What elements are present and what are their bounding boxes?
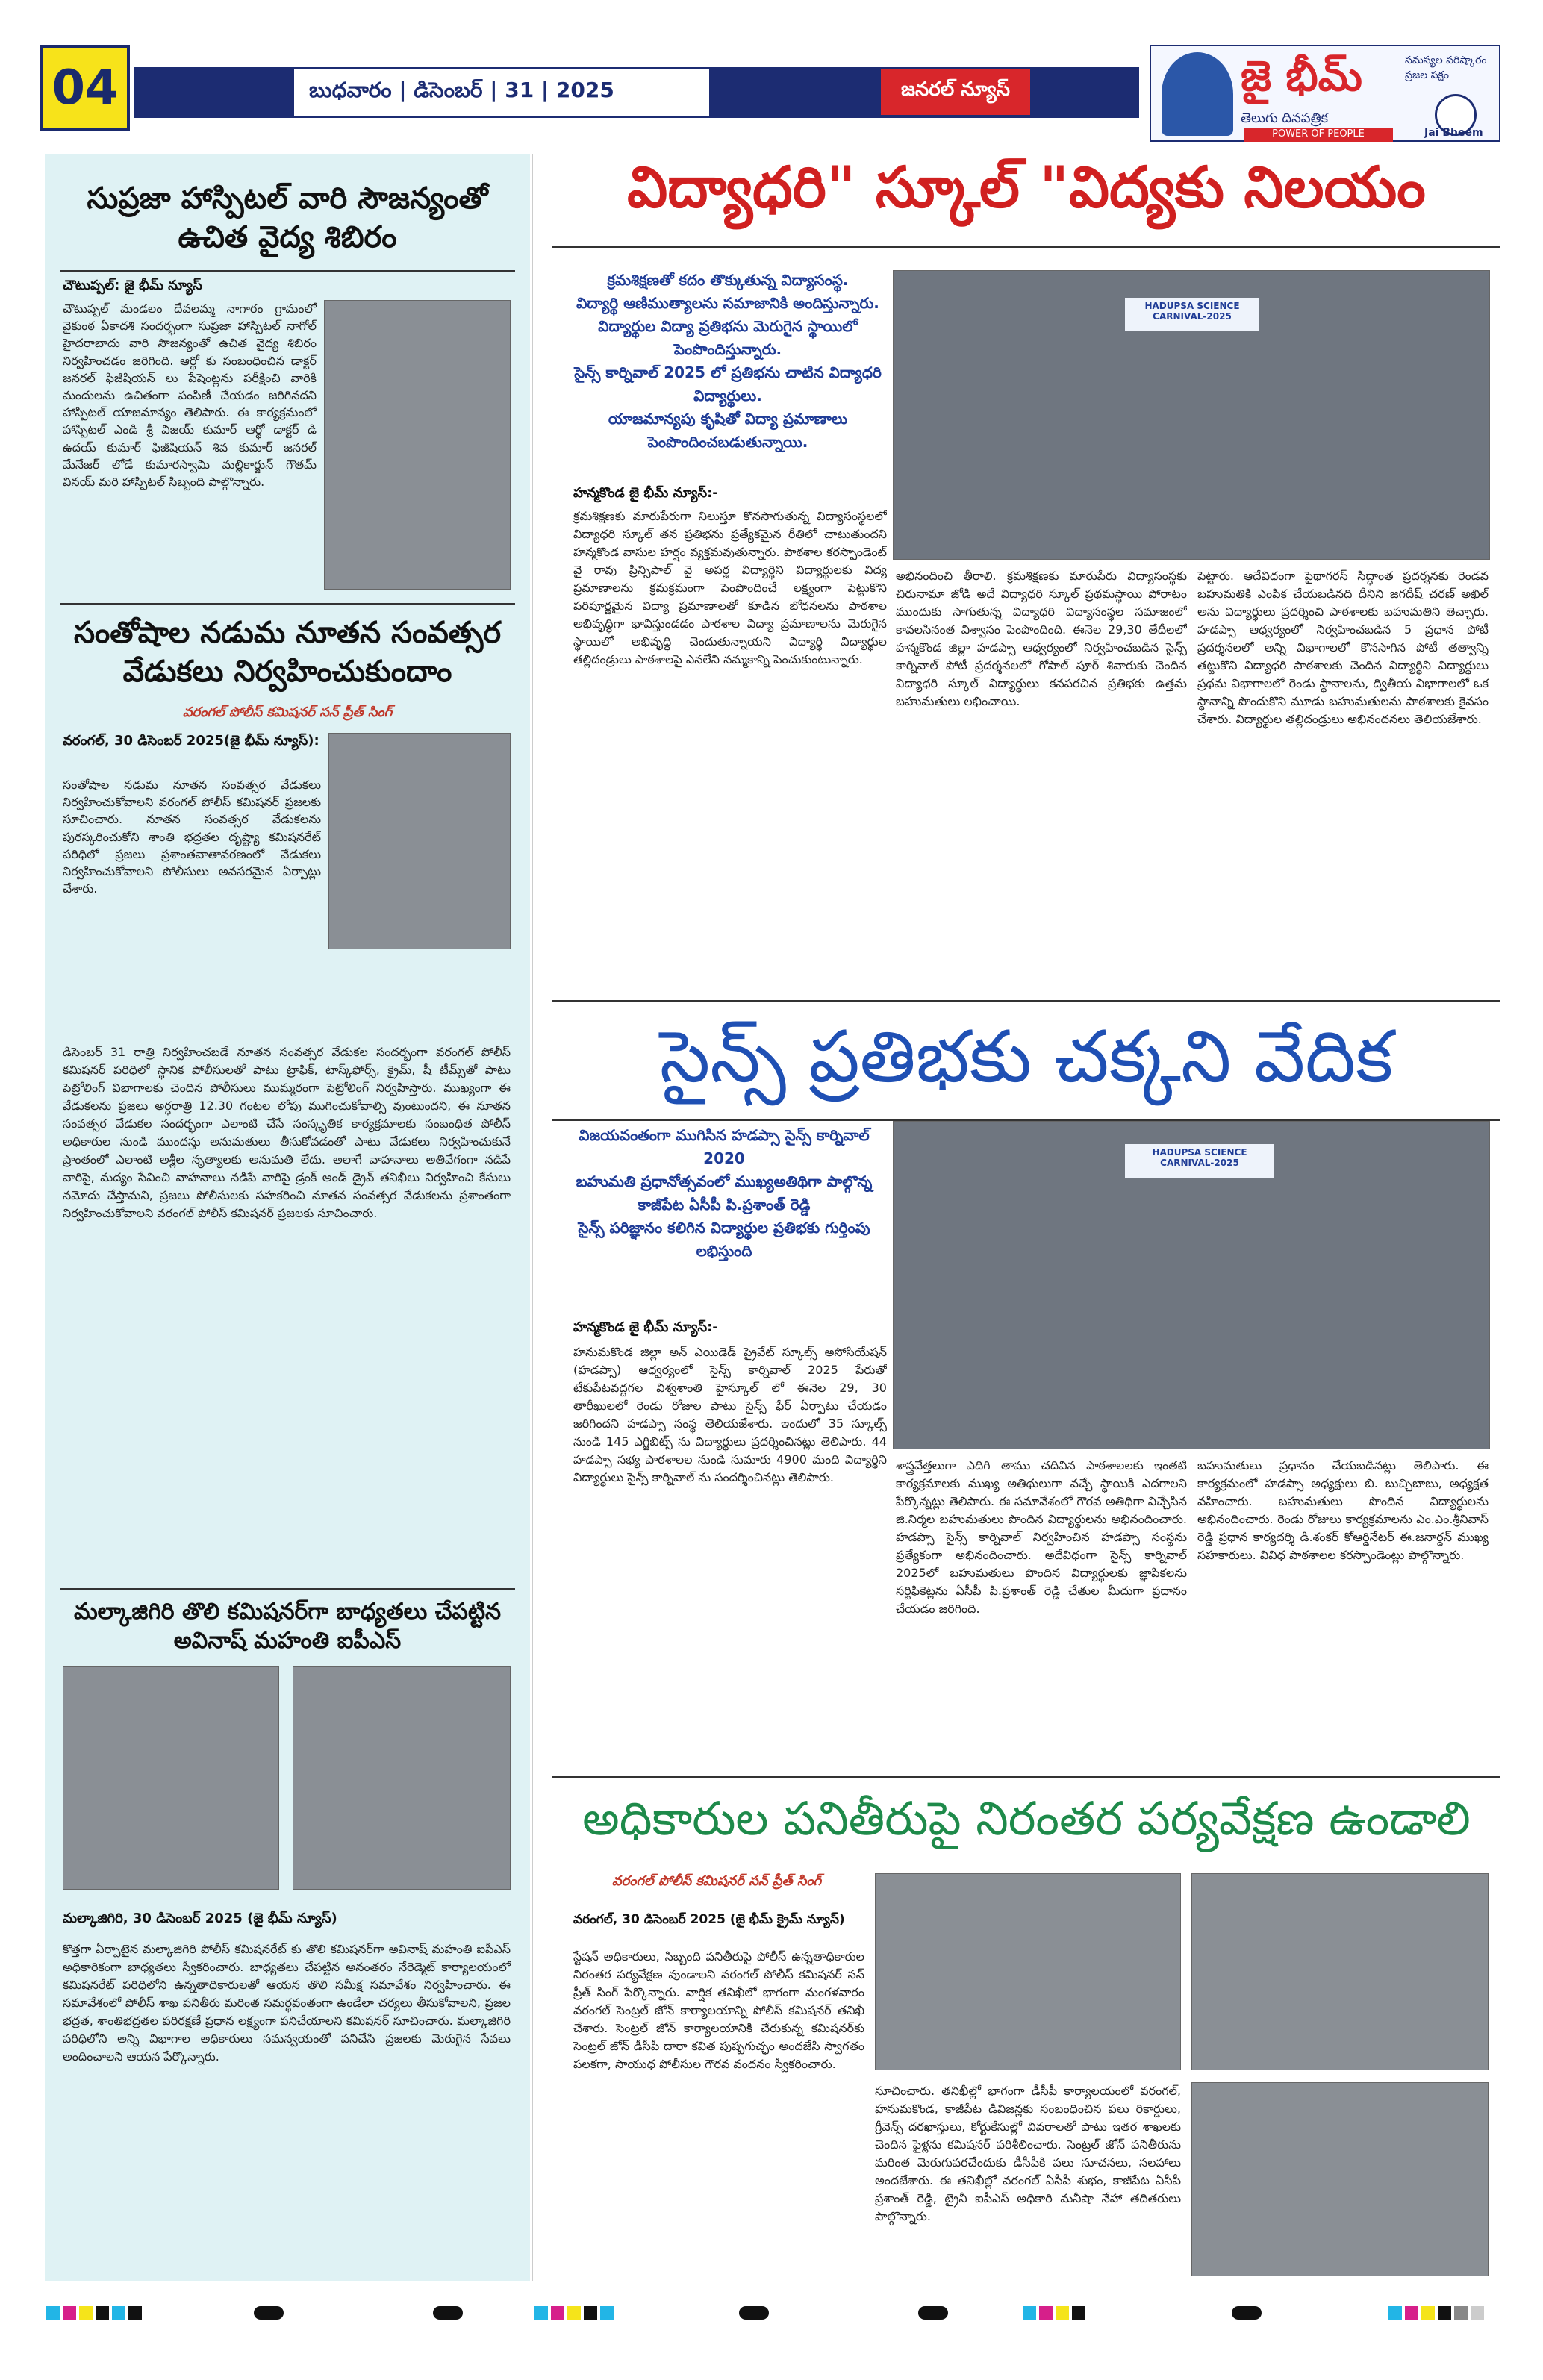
- story-b-col1: హనుమకొండ జిల్లా అన్ ఎయిడెడ్ ప్రైవేట్ స్కూల్స్ అసోసియేషన్ (హడప్సా) ఆధ్వర్యంలో సైన్స్ కార్నివాల్ 2025 పేరుతో టేకుపేటవద్దగల విశ్వశాంతి హైస్కూల్ లో ఈనెల 29, 30 తారీఖులలో రెండు రోజుల పాటు సైన్స్ ఫేర్ ఏర్పాటు చేయడం జరిగిందని హడప్సా సంస్థ తెలియజేశారు. ఇందులో 35 స్కూల్స్ నుండి 145 ఎగ్జిబిట్స్ ను విద్యార్థులు ప్రదర్శించినట్లు తెలిపారు. 44 హడప్సా సభ్య పాఠశాలల నుండి సుమారు 4900 మంది విద్యార్థిని విద్యార్థులు సైన్స్ కార్నివాల్ ను సందర్శించినట్లు తెలిపారు.: [573, 1345, 887, 1484]
- story3-byline: మల్కాజిగిరి, 30 డిసెంబర్ 2025 (జై భీమ్ న్యూస్): [63, 1911, 337, 1926]
- summary1-line: సైన్స్ కార్నివాల్ 2025 లో ప్రతిభను చాటిన విద్యాధరి విద్యార్థులు.: [574, 363, 882, 405]
- story1-body: చౌటుప్పల్ మండలం దేవలమ్మ నాగారం గ్రామంలో వైకుంఠ ఏకాదశి సందర్భంగా సుప్రజా హాస్పిటల్ నాగోల్ హైదరాబాదు వారి సౌజన్యంతో ఉచిత వైద్య శిబిరం నిర్వహించడం జరిగింది. ఆర్థో కు సంబంధించిన డాక్టర్ జనరల్ ఫిజీషియన్ లు పేషెంట్లను పరీక్షించి వారికి మందులను ఉచితంగా పంపిణీ చేయడం జరిగినదని హాస్పిటల్ యాజమాన్యం తెలిపారు. ఈ కార్యక్రమంలో హాస్పిటల్ ఎండి శ్రీ విజయ్ కుమార్ ఆర్థో డాక్టర్ డి ఉదయ్ కుమార్ ఫిజీషియన్ శివ కుమార్ జనరల్ మేనేజర్ లోడే కుమారస్వామి మల్లికార్జున్ గౌతమ్ వినయ్ మరి హాస్పిటల్ సిబ్బంది పాల్గొన్నారు.: [63, 302, 317, 489]
- summary-box-1: [567, 269, 888, 454]
- summary1-line: విద్యార్థుల విద్యా ప్రతిభను మెరుగైన స్థాయిలో పెంపొందిస్తున్నారు.: [598, 317, 858, 358]
- carnival-banner-2: HADUPSA SCIENCE CARNIVAL-2025: [1125, 1144, 1274, 1178]
- issue-date: బుధవారం | డిసెంబర్ | 31 | 2025: [293, 67, 711, 118]
- portrait-icon: [1162, 52, 1233, 136]
- commissioner-photo-right: [293, 1666, 511, 1890]
- newspaper-logo: [1150, 45, 1500, 142]
- headline1-rule: [552, 246, 1500, 248]
- story2-byline: వరంగల్, 30 డిసెంబర్ 2025(జై భీమ్ న్యూస్):: [63, 733, 319, 749]
- logo-name: Jai Bheem: [1424, 127, 1483, 139]
- headline-vidyadhari: విద్యాధరి" స్కూల్ "విద్యకు నిలయం: [627, 154, 1426, 220]
- logo-side-text: సమస్యల పరిష్కారం ప్రజల పక్షం: [1405, 54, 1487, 81]
- story1-byline: చౌటుప్పల్: జై భీమ్ న్యూస్: [63, 278, 202, 293]
- summary2-line: సైన్స్ పరిజ్ఞానం కలిగిన విద్యార్థుల ప్రతిభకు గుర్తింపు లభిస్తుంది: [578, 1219, 870, 1260]
- story2-intro: సంతోషాల నడుమ నూతన సంవత్సర వేడుకలు నిర్వహించుకోవాలని వరంగల్ పోలీస్ కమిషనర్ ప్రజలకు సూచించారు. నూతన సంవత్సర వేడుకలను పురస్కరించుకోని శాంతి భద్రతల దృష్ట్యా కమిషనరేట్ పరిధిలో ప్రజలు ప్రశాంతవాతావరణంలో వేడుకలు నిర్వహించుకోవాలని పోలీసులు అవసరమైన ఏర్పాట్లు చేశారు.: [63, 778, 321, 896]
- logo-tagline: POWER OF PEOPLE: [1244, 128, 1393, 142]
- story-a-col3: పెట్టారు. ఆదేవిధంగా పైథాగరస్ సిద్ధాంత ప్రదర్శనకు రెండవ బహుమతికి ఎంపిక చేయబడినది దీనిని జగదీష్ చరణ్ అఖిల్ అను విద్యార్థులు ప్రదర్శించి పాఠశాలకు బహుమతిని తెచ్చారు. హడప్సా ఆధ్వర్యంలో నిర్వహించబడిన 5 ప్రధాన పోటీ ప్రదర్శనలలో అన్ని విభాగాలలో కొనసాగిన పోటీ తత్వాన్ని తట్టుకొని విద్యాధరి పాఠశాలకు చెందిన విద్యార్థిని విద్యార్థులు ప్రథమ విభాగాలలో రెండు స్థానాలను, ద్వితీయ విభాగాలలో ఒక స్థానాన్ని పొందుకొని మూడు బహుమతులను పాఠశాలకు కైవసం చేశారు. విద్యార్థుల తల్లిదండ్రులు అభినందనలు తెలియజేశారు.: [1197, 569, 1489, 726]
- story3-body: కొత్తగా ఏర్పాటైన మల్కాజిగిరి పోలీస్ కమిషనరేట్ కు తొలి కమిషనర్‌గా అవినాష్ మహంతి ఐపీఎస్ అధికారికంగా బాధ్యతలు స్వీకరించారు. బాధ్యతలు చేపట్టిన అనంతరం నేరెడ్మెట్ కార్యాలయంలో కమిషనరేట్ పరిధిలోని ఉన్నతాధికారులతో ఆయన తొలి సమీక్ష సమావేశం నిర్వహించారు. ఈ సమావేశంలో పోలీస్ శాఖ పనితీరు మరింత సమర్థవంతంగా ఉండేలా చర్యలు తీసుకోవాలని, ప్రజల భద్రత, శాంతిభద్రతల పరిరక్షణే ప్రధాన లక్ష్యంగా పనిచేయాలని కమిషనర్ సూచించారు. మల్కాజిగిరి పరిధిలోని అన్ని విభాగాల అధికారులు సమన్వయంతో పనిచేసి ప్రజలకు మెరుగైన సేవలు అందించాలని ఆయన పేర్కొన్నారు.: [63, 1942, 511, 2064]
- story3-headline: మల్కాజిగిరి తొలి కమిషనర్‌గా బాధ్యతలు చేపట్టిన అవినాష్ మహంతి ఐపీఎస్: [73, 1599, 502, 1654]
- story2-top-rule: [60, 603, 515, 605]
- column-divider: [532, 154, 533, 2281]
- story-b-col3: బహుమతులు ప్రధానం చేయబడినట్లు తెలిపారు. ఈ కార్యక్రమంలో హడప్సా అధ్యక్షులు బి. బుచ్చిబాబు, అధ్యక్షత వహించారు. బహుమతులు పొందిన విద్యార్థులను అభినందించారు. రెండు రోజులు కార్యక్రమాలను ఎం.ఎం.శ్రీనివాస్ రెడ్డి ప్రధాన కార్యదర్శి డి.శంకర్ కోఆర్డినేటర్ ఈ.జనార్దన్ ముఖ్య సహకారులు. వివిధ పాఠశాలల కరస్పాండెంట్లు పాల్గొన్నారు.: [1197, 1458, 1489, 1562]
- inspection-photo-3: [1191, 2082, 1489, 2276]
- story-b-byline: హన్మకొండ జై భీమ్ న్యూస్:-: [573, 1319, 718, 1335]
- story-c-byline: వరంగల్, 30 డిసెంబర్ 2025 (జై భీమ్ క్రైమ్ న్యూస్): [573, 1912, 845, 1927]
- inspection-photo-2: [1191, 1873, 1489, 2070]
- story-c-col1: స్టేషన్ అధికారులు, సిబ్బంది పనితీరుపై పోలీస్ ఉన్నతాధికారుల నిరంతర పర్యవేక్షణ వుండాలని వరంగల్ పోలీస్ కమిషనర్ సన్ ప్రీత్ సింగ్ పేర్కొన్నారు. వార్షిక తనిఖీలో భాగంగా మంగళవారం వరంగల్ సెంట్రల్ జోన్ కార్యాలయాన్ని పోలీస్ కమిషనర్ తనిఖీ చేశారు. సెంట్రల్ జోన్ కార్యాలయానికి చేరుకున్న కమిషనర్‌కు సెంట్రల్ జోన్ డీసీపీ దారా కవిత పుష్పగుచ్ఛం అందజేసి స్వాగతం పలకగా, సాయుధ పోలీసుల గౌరవ వందనం స్వీకరించారు.: [573, 1949, 864, 2071]
- headline-science-talent: సైన్స్ ప్రతిభకు చక్కని వేదిక: [659, 1015, 1394, 1099]
- story1-rule: [60, 270, 515, 272]
- headline-supervision: అధికారుల పనితీరుపై నిరంతర పర్యవేక్షణ ఉండాలి: [582, 1791, 1471, 1846]
- medical-camp-photo: [324, 300, 511, 590]
- summary2-line: బహుమతి ప్రధానోత్సవంలో ముఖ్యఅతిథిగా పాల్గొన్న కాజీపేట ఏసీపీ పి.ప్రశాంత్ రెడ్డి: [576, 1172, 873, 1214]
- logo-subtitle: తెలుగు దినపత్రిక: [1241, 110, 1329, 126]
- science-carnival-photo-2: [893, 1121, 1490, 1449]
- summary1-line: క్రమశిక్షణతో కదం తొక్కుతున్న విద్యాసంస్థ.: [607, 271, 849, 289]
- police-commissioner-photo: [328, 733, 511, 949]
- headline3-top-rule: [552, 1776, 1500, 1778]
- headline2-top-rule: [552, 1000, 1500, 1002]
- print-registration-marks: [0, 2299, 1543, 2329]
- story-b-col2: శాస్త్రవేత్తలుగా ఎదిగి తాము చదివిన పాఠశాలలకు ఇంతటి కార్యక్రమాలకు ముఖ్య అతిథులుగా వచ్చే స్థాయికి ఎదగాలని పేర్కొన్నట్లు తెలిపారు. ఈ సమావేశంలో గౌరవ అతిథిగా విచ్చేసిన జి.నిర్మల బహుమతులు పొందిన విద్యార్థులను అభినందించారు. హడప్సా సైన్స్ కార్నివాల్ నిర్వహించిన హడప్సా సంస్థను ప్రత్యేకంగా అభినందించారు. అదేవిధంగా సైన్స్ కార్నివాల్ 2025లో బహుమతులు పొందిన విద్యార్థులకు జ్ఞాపికలను సర్టిఫికెట్లను ఏసీపీ పి.ప్రశాంత్ రెడ్డి చేతుల మీదుగా ప్రదానం చేయడం జరిగింది.: [896, 1458, 1187, 1616]
- story2-body: డిసెంబర్ 31 రాత్రి నిర్వహించబడే నూతన సంవత్సర వేడుకల సందర్భంగా వరంగల్ పోలీస్ కమిషనర్ పరిధిలో స్థానిక పోలీసులతో పాటు ట్రాఫిక్, టాస్క్‌ఫోర్స్, క్రైమ్, షీ టీమ్స్‌తో పాటు పెట్రోలింగ్ విభాగాలకు చెందిన పోలీసులు ముమ్మరంగా పెట్రోలింగ్ నిర్వహిస్తారు. ముఖ్యంగా ఈ వేడుకలను ప్రజలు అర్ధరాత్రి 12.30 గంటల లోపు ముగించుకోవాల్సి వుంటుందని, ఈ నూతన సంవత్సర వేడుకల సందర్భంగా ఎలాంటి చేసే సంస్కృతిక కార్యక్రమాలకు సంబంధిత పోలీస్ అధికారుల నుండి ముందస్తు అనుమతులు తీసుకోవడంతో పాటు వేడుకలు నిర్వహించుకునే ప్రాంతంలో ఎలాంటి అశ్లీల నృత్యాలకు అనుమతి లేదు. అలాగే వాహనాలు అతివేగంగా నడిపే వారిపై, మద్యం సేవించి వాహనాలు నడిపే వారిపై డ్రంక్ అండ్ డ్రైవ్ తనిఖీలు నిర్వహించి కేసులు నమోదు చేస్తామని, ప్రజలు పోలీసులకు సహకరించి నూతన సంవత్సర వేడుకలను ప్రశాంతంగా నిర్వహించుకోవాలని వరంగల్ పోలీస్ కమిషనర్ ప్రజలకు సూచించారు.: [63, 1045, 511, 1220]
- carnival-banner-1: HADUPSA SCIENCE CARNIVAL-2025: [1125, 298, 1259, 331]
- section-label: జనరల్ న్యూస్: [881, 69, 1030, 115]
- story-a-byline: హన్మకొండ జై భీమ్ న్యూస్:-: [573, 485, 718, 501]
- story1-headline: సుప్రజా హాస్పిటల్ వారి సౌజన్యంతో ఉచిత వైద్య శిబిరం: [87, 181, 488, 254]
- summary-box-2: [567, 1124, 881, 1263]
- story2-credit: వరంగల్ పోలీస్ కమిషనర్ సన్ ప్రీత్ సింగ్: [182, 705, 393, 720]
- commissioner-photo-left: [63, 1666, 279, 1890]
- story-a-col2: అభినందించి తీరాలి. క్రమశిక్షణకు మారుపేరు విద్యాసంస్థకు చిరునామా జోడి అదే విద్యాధరి స్కూల్ ప్రథమస్థాయి పోరాటం ముందుకు సాగుతున్న విద్యాధరి విద్యాసంస్థల సమాజంలో కావలసినంత విశ్వాసం పెంపొందింది. ఈనెల 29,30 తేదీలలో హన్మకొండ జిల్లా హడప్సా ఆధ్వర్యంలో నిర్వహించబడిన సైన్స్ కార్నివాల్ పోటీ ప్రదర్శనలలో గోపాల్ పూర్ శివారుకు చెందిన విద్యాధరి స్కూల్ విద్యార్థులు కనపరచిన ప్రతిభకు ఉత్తమ బహుమతులు లభించాయి.: [896, 569, 1187, 708]
- summary2-line: విజయవంతంగా ముగిసిన హడప్సా సైన్స్ కార్నివాల్ 2020: [579, 1126, 870, 1167]
- logo-title: జై భీమ్: [1241, 52, 1362, 101]
- story3-top-rule: [60, 1588, 515, 1590]
- story-c-col2: సూచించారు. తనిఖీల్లో భాగంగా డీసీపీ కార్యాలయంలో వరంగల్, హనుమకొండ, కాజీపేట డివిజన్లకు సంబంధించిన పలు రికార్డులు, గ్రీవెన్స్ దరఖాస్తులు, కోర్టుకేసుల్లో వివరాలతో పాటు ఇతర శాఖలకు చెందిన ఫైళ్లను కమిషనర్ పరిశీలించారు. సెంట్రల్ జోన్ పనితీరును మరింత మెరుగుపరచేందుకు డీసీపీకి పలు సూచనలు, సలహాలు అందజేశారు. ఈ తనిఖీల్లో వరంగల్ ఏసీపీ శుభం, కాజీపేట ఏసీపీ ప్రశాంత్ రెడ్డి, ట్రైనీ ఐపీఎస్ అధికారి మనీషా నేహా తదితరులు పాల్గొన్నారు.: [875, 2084, 1181, 2223]
- inspection-photo-1: [875, 1873, 1181, 2070]
- story-c-credit: వరంగల్ పోలీస్ కమిషనర్ సన్ ప్రీత్ సింగ్: [611, 1873, 822, 1889]
- summary1-line: యాజమాన్యపు కృషితో విద్యా ప్రమాణాలు పెంపొందించబడుతున్నాయి.: [608, 410, 848, 451]
- story2-headline: సంతోషాల నడుమ నూతన సంవత్సర వేడుకలు నిర్వహించుకుందాం: [73, 616, 502, 689]
- story-a-col1: క్రమశిక్షణకు మారుపేరుగా నిలుస్తూ కొనసాగుతున్న విద్యాసంస్థలలో విద్యాధరి స్కూల్ తన ప్రతిభను ప్రత్యేకమైన రీతిలో చాటుతుందని హన్మకొండ వాసుల హర్షం వ్యక్తమవుతున్నారు. పాఠశాల కరస్పాండెంట్ వై రావు ప్రిన్సిపాల్ వై అపర్ణ విద్యార్థిని విద్యార్థులకు విద్య ప్రమాణాలను క్రమక్రమంగా పెంపొందించే లక్ష్యంగా పెట్టుకొని పరిపూర్ణమైన విద్యా ప్రమాణాలతో కూడిన బోధనలను పాఠశాల అభివృద్ధిగా భావిస్తుండడం పాఠశాల విద్యా ప్రమాణాలను మెరుగైన స్థాయిలో అభివృద్ధి చెందుతున్నాయని విద్యార్థి విద్యార్థుల తల్లిదండ్రులు పాఠశాలపై ఎనలేని నమ్మకాన్ని పెంచుకుంటున్నారు.: [573, 509, 887, 666]
- summary1-line: విద్యార్థి ఆణిముత్యాలను సమాజానికి అందిస్తున్నారు.: [576, 294, 879, 312]
- science-carnival-photo-1: [893, 270, 1490, 560]
- page-number: 04: [40, 45, 130, 131]
